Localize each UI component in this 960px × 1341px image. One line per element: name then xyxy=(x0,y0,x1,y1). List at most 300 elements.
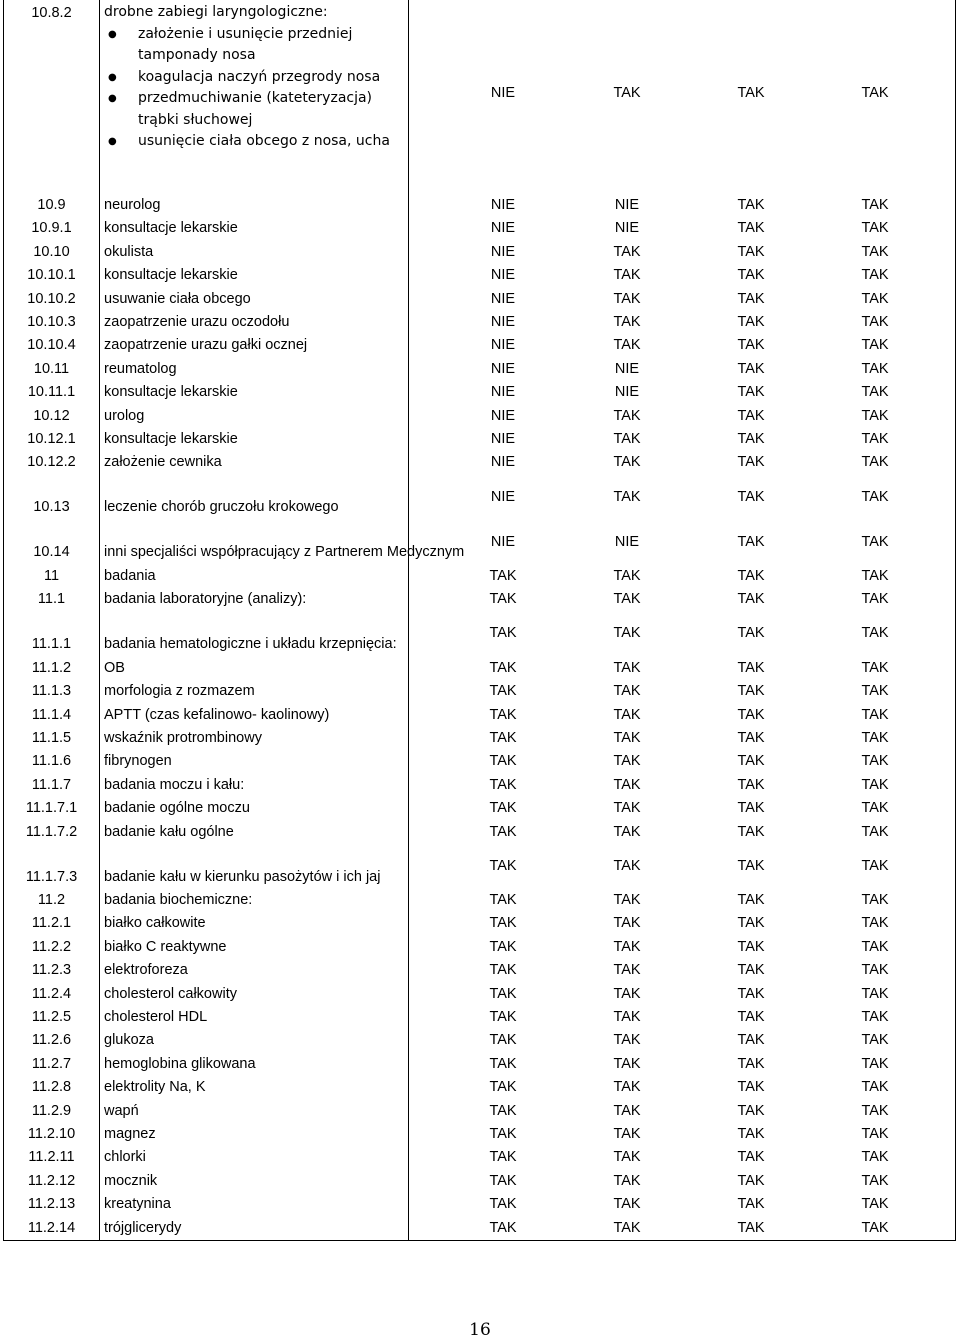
value-cell: TAK xyxy=(613,625,641,642)
value-cell: TAK xyxy=(489,729,517,746)
row-name: badania biochemiczne: xyxy=(100,889,409,912)
value-cell: TAK xyxy=(613,1102,641,1119)
value-cell: TAK xyxy=(737,985,765,1002)
table-row xyxy=(4,1029,956,1052)
table-row xyxy=(4,1100,956,1123)
table-row xyxy=(4,959,956,982)
table-row xyxy=(4,405,956,428)
value-cell: TAK xyxy=(861,1055,889,1072)
value-cell: TAK xyxy=(737,1008,765,1025)
row-values xyxy=(409,912,956,935)
table-row xyxy=(4,428,956,451)
row-name: elektroforeza xyxy=(100,959,409,982)
row-values xyxy=(409,1217,956,1241)
value-cell: TAK xyxy=(737,1196,765,1213)
row-values xyxy=(409,1006,956,1029)
value-cell: TAK xyxy=(613,729,641,746)
row-name: elektrolity Na, K xyxy=(100,1076,409,1099)
value-cell: TAK xyxy=(737,337,765,354)
value-cell: TAK xyxy=(737,891,765,908)
value-cell: TAK xyxy=(489,706,517,723)
row-code: 11.2.6 xyxy=(4,1029,100,1052)
row-code: 11.1.4 xyxy=(4,704,100,727)
row-values xyxy=(409,334,956,357)
value-cell: NIE xyxy=(490,384,516,401)
value-cell: TAK xyxy=(489,1079,517,1096)
value-cell: NIE xyxy=(490,360,516,377)
value-cell: TAK xyxy=(613,1079,641,1096)
value-cell: TAK xyxy=(737,800,765,817)
row-values xyxy=(409,194,956,217)
value-cell: TAK xyxy=(613,407,641,424)
row-values xyxy=(409,612,956,657)
value-cell: TAK xyxy=(861,915,889,932)
row-name: badania moczu i kału: xyxy=(100,774,409,797)
row-code: 11.1.7.1 xyxy=(4,797,100,820)
value-cell: TAK xyxy=(861,1079,889,1096)
row-code: 11.2.8 xyxy=(4,1076,100,1099)
value-cell: NIE xyxy=(490,267,516,284)
value-cell: TAK xyxy=(613,800,641,817)
row-values xyxy=(409,451,956,474)
value-cell: TAK xyxy=(861,891,889,908)
table-row xyxy=(4,358,956,381)
row-values xyxy=(409,936,956,959)
table-row xyxy=(4,520,956,565)
row-values xyxy=(409,680,956,703)
row-name: inni specjaliści współpracujący z Partnerem Medycznym xyxy=(100,520,409,565)
value-cell: NIE xyxy=(614,197,640,213)
value-cell: TAK xyxy=(737,431,765,448)
row-name: reumatolog xyxy=(100,358,409,381)
row-name: zaopatrzenie urazu gałki ocznej xyxy=(100,334,409,357)
value-cell: TAK xyxy=(489,591,517,608)
value-cell: TAK xyxy=(489,776,517,793)
value-cell: TAK xyxy=(613,891,641,908)
list-item: ● założenie i usunięcie przedniej tamponady nosa xyxy=(138,24,404,67)
page-number: 16 xyxy=(469,1320,491,1340)
row-values xyxy=(409,774,956,797)
value-cell: TAK xyxy=(489,915,517,932)
value-cell: TAK xyxy=(489,567,517,584)
value-cell: TAK xyxy=(861,1219,889,1236)
row-values xyxy=(409,889,956,912)
value-cell: TAK xyxy=(861,85,889,102)
row-name: założenie cewnika xyxy=(100,451,409,474)
value-cell: TAK xyxy=(489,938,517,955)
value-cell: TAK xyxy=(861,360,889,377)
table-row xyxy=(4,936,956,959)
row-values xyxy=(409,264,956,287)
value-cell: TAK xyxy=(613,1032,641,1049)
row-code: 11.2.11 xyxy=(4,1146,100,1169)
value-cell: TAK xyxy=(737,753,765,770)
value-cell: TAK xyxy=(613,659,641,676)
value-cell: NIE xyxy=(490,454,516,471)
value-cell: TAK xyxy=(861,454,889,471)
value-cell: TAK xyxy=(861,1032,889,1049)
value-cell: TAK xyxy=(489,1172,517,1189)
value-cell: TAK xyxy=(613,1149,641,1166)
row-code: 10.10.1 xyxy=(4,264,100,287)
value-cell: TAK xyxy=(737,1149,765,1166)
value-cell: TAK xyxy=(737,706,765,723)
row-name: OB xyxy=(100,657,409,680)
value-cell: TAK xyxy=(737,729,765,746)
table-row xyxy=(4,451,956,474)
value-cell: TAK xyxy=(861,659,889,676)
value-cell: TAK xyxy=(613,1055,641,1072)
value-cell: TAK xyxy=(861,384,889,401)
row-name: konsultacje lekarskie xyxy=(100,428,409,451)
value-cell: TAK xyxy=(613,857,641,874)
table-row xyxy=(4,334,956,357)
value-cell: NIE xyxy=(490,431,516,448)
row-code: 11.1.7 xyxy=(4,774,100,797)
row-values xyxy=(409,1076,956,1099)
row-values xyxy=(409,1053,956,1076)
value-cell: NIE xyxy=(490,314,516,331)
value-cell: TAK xyxy=(737,360,765,377)
row-code: 11.1.7.2 xyxy=(4,821,100,844)
row-name: białko całkowite xyxy=(100,912,409,935)
value-cell: TAK xyxy=(737,454,765,471)
value-cell: TAK xyxy=(737,243,765,260)
row-name: zaopatrzenie urazu oczodołu xyxy=(100,311,409,334)
value-cell: TAK xyxy=(489,823,517,840)
value-cell: TAK xyxy=(613,591,641,608)
value-cell: TAK xyxy=(861,800,889,817)
value-cell: TAK xyxy=(737,683,765,700)
value-cell: TAK xyxy=(489,1055,517,1072)
value-cell: TAK xyxy=(613,706,641,723)
row-code: 10.10.2 xyxy=(4,288,100,311)
table-row xyxy=(4,475,956,520)
value-cell: TAK xyxy=(489,800,517,817)
row-code: 10.9.1 xyxy=(4,217,100,240)
value-cell: NIE xyxy=(490,85,516,102)
table-row xyxy=(4,1217,956,1241)
row-name: glukoza xyxy=(100,1029,409,1052)
table-row xyxy=(4,311,956,334)
row-code: 10.12.1 xyxy=(4,428,100,451)
value-cell: TAK xyxy=(861,1196,889,1213)
row-code: 11 xyxy=(4,565,100,588)
table-row xyxy=(4,612,956,657)
row-name: okulista xyxy=(100,241,409,264)
value-cell: TAK xyxy=(737,1102,765,1119)
row-name: wskaźnik protrombinowy xyxy=(100,727,409,750)
value-cell: TAK xyxy=(737,407,765,424)
table-row xyxy=(4,750,956,773)
row-code: 10.10 xyxy=(4,241,100,264)
value-cell: TAK xyxy=(861,985,889,1002)
row-name: usuwanie ciała obcego xyxy=(100,288,409,311)
row-name xyxy=(100,0,409,194)
services-table-body xyxy=(4,0,956,1241)
value-cell: TAK xyxy=(613,314,641,331)
row-code: 11.2.13 xyxy=(4,1193,100,1216)
value-cell: TAK xyxy=(489,985,517,1002)
value-cell: TAK xyxy=(737,857,765,874)
value-cell: TAK xyxy=(737,290,765,307)
value-cell: NIE xyxy=(490,220,516,237)
table-row xyxy=(4,1170,956,1193)
value-cell: NIE xyxy=(490,243,516,260)
row-code: 11.2.3 xyxy=(4,959,100,982)
value-cell: TAK xyxy=(737,823,765,840)
value-cell: TAK xyxy=(861,431,889,448)
row-values xyxy=(409,405,956,428)
value-cell: TAK xyxy=(737,591,765,608)
row-values xyxy=(409,750,956,773)
row-name: badania hematologiczne i układu krzepnięcia: xyxy=(100,612,409,657)
value-cell: TAK xyxy=(613,85,641,102)
row-name: badanie kału w kierunku pasożytów i ich jaj xyxy=(100,844,409,889)
value-cell: TAK xyxy=(861,488,889,505)
row-name: leczenie chorób gruczołu krokowego xyxy=(100,475,409,520)
row-code: 11.2.4 xyxy=(4,983,100,1006)
row-name: trójglicerydy xyxy=(100,1217,409,1241)
row-values xyxy=(409,381,956,404)
row-values xyxy=(409,797,956,820)
row-code: 11.2.10 xyxy=(4,1123,100,1146)
row-name: hemoglobina glikowana xyxy=(100,1053,409,1076)
table-row xyxy=(4,680,956,703)
value-cell: TAK xyxy=(613,454,641,471)
value-cell: TAK xyxy=(737,938,765,955)
row-values xyxy=(409,520,956,565)
value-cell: TAK xyxy=(613,823,641,840)
value-cell: TAK xyxy=(613,962,641,979)
row-code: 10.14 xyxy=(4,520,100,565)
value-cell: TAK xyxy=(613,488,641,505)
row-name: neurolog xyxy=(100,194,409,217)
value-cell: TAK xyxy=(861,625,889,642)
value-cell: TAK xyxy=(613,1196,641,1213)
value-cell: TAK xyxy=(861,314,889,331)
value-cell: TAK xyxy=(489,857,517,874)
row-code: 10.10.3 xyxy=(4,311,100,334)
value-cell: TAK xyxy=(861,857,889,874)
value-cell: TAK xyxy=(861,683,889,700)
row-name: urolog xyxy=(100,405,409,428)
value-cell: TAK xyxy=(613,337,641,354)
row-name: konsultacje lekarskie xyxy=(100,381,409,404)
table-row xyxy=(4,1053,956,1076)
value-cell: TAK xyxy=(861,1172,889,1189)
row-name: mocznik xyxy=(100,1170,409,1193)
table-row xyxy=(4,288,956,311)
value-cell: NIE xyxy=(490,407,516,424)
row-name: fibrynogen xyxy=(100,750,409,773)
value-cell: TAK xyxy=(737,488,765,505)
value-cell: TAK xyxy=(737,915,765,932)
row-code: 11.2.7 xyxy=(4,1053,100,1076)
value-cell: TAK xyxy=(613,1126,641,1142)
row-values xyxy=(409,704,956,727)
value-cell: TAK xyxy=(489,1102,517,1119)
row-code: 10.11.1 xyxy=(4,381,100,404)
table-row xyxy=(4,1146,956,1169)
value-cell: TAK xyxy=(737,1032,765,1049)
row-name: wapń xyxy=(100,1100,409,1123)
list-item: ● koagulacja naczyń przegrody nosa xyxy=(138,67,404,89)
row-code: 10.10.4 xyxy=(4,334,100,357)
table-row xyxy=(4,588,956,611)
value-cell: TAK xyxy=(737,267,765,284)
row-name: APTT (czas kefalinowo- kaolinowy) xyxy=(100,704,409,727)
value-cell: TAK xyxy=(613,683,641,700)
value-cell: TAK xyxy=(613,290,641,307)
value-cell: TAK xyxy=(613,915,641,932)
table-row xyxy=(4,889,956,912)
row-code: 11.2.2 xyxy=(4,936,100,959)
bullet-list xyxy=(104,24,404,153)
value-cell: NIE xyxy=(490,533,516,550)
value-cell: TAK xyxy=(737,533,765,550)
row-name: kreatynina xyxy=(100,1193,409,1216)
row-values xyxy=(409,821,956,844)
value-cell: TAK xyxy=(613,567,641,584)
table-row xyxy=(4,797,956,820)
value-cell: TAK xyxy=(489,1219,517,1236)
row-name: badania xyxy=(100,565,409,588)
table-row xyxy=(4,1006,956,1029)
table-row xyxy=(4,912,956,935)
value-cell: TAK xyxy=(861,706,889,723)
row-name: konsultacje lekarskie xyxy=(100,217,409,240)
value-cell: TAK xyxy=(489,753,517,770)
table-row xyxy=(4,194,956,217)
row-values xyxy=(409,1170,956,1193)
row-values xyxy=(409,1123,956,1146)
row-name: badania laboratoryjne (analizy): xyxy=(100,588,409,611)
row-values xyxy=(409,428,956,451)
value-cell: NIE xyxy=(490,290,516,307)
value-cell: TAK xyxy=(737,1219,765,1236)
value-cell: TAK xyxy=(489,659,517,676)
table-row xyxy=(4,1076,956,1099)
value-cell: TAK xyxy=(737,1172,765,1189)
row-values xyxy=(409,1100,956,1123)
row-code: 10.8.2 xyxy=(4,0,100,194)
value-cell: TAK xyxy=(489,1008,517,1025)
row-values xyxy=(409,288,956,311)
value-cell: TAK xyxy=(737,85,765,102)
value-cell: TAK xyxy=(861,533,889,550)
row-values xyxy=(409,241,956,264)
value-cell: NIE xyxy=(614,533,640,550)
value-cell: NIE xyxy=(490,197,516,213)
row-values xyxy=(409,588,956,611)
value-cell: TAK xyxy=(737,384,765,401)
row-name: konsultacje lekarskie xyxy=(100,264,409,287)
value-cell: TAK xyxy=(861,591,889,608)
row-name: badanie ogólne moczu xyxy=(100,797,409,820)
value-cell: TAK xyxy=(861,567,889,584)
row-values xyxy=(409,1029,956,1052)
row-code: 11.2.12 xyxy=(4,1170,100,1193)
row-values xyxy=(409,844,956,889)
row-values xyxy=(409,217,956,240)
value-cell: TAK xyxy=(737,1079,765,1096)
value-cell: TAK xyxy=(613,1008,641,1025)
list-item: ● przedmuchiwanie (kateteryzacja) trąbki słuchowej xyxy=(138,88,404,131)
row-code: 10.13 xyxy=(4,475,100,520)
value-cell: TAK xyxy=(613,776,641,793)
row-code: 10.11 xyxy=(4,358,100,381)
value-cell: TAK xyxy=(737,962,765,979)
table-row xyxy=(4,704,956,727)
value-cell: TAK xyxy=(861,753,889,770)
value-cell: TAK xyxy=(489,1149,517,1166)
value-cell: TAK xyxy=(613,938,641,955)
value-cell: TAK xyxy=(613,243,641,260)
row-values xyxy=(409,0,956,194)
value-cell: TAK xyxy=(861,243,889,260)
row-values xyxy=(409,959,956,982)
row-values xyxy=(409,358,956,381)
value-cell: TAK xyxy=(861,1126,889,1142)
value-cell: TAK xyxy=(613,753,641,770)
row-name: białko C reaktywne xyxy=(100,936,409,959)
table-row xyxy=(4,241,956,264)
value-cell: TAK xyxy=(737,220,765,237)
value-cell: TAK xyxy=(489,1032,517,1049)
value-cell: TAK xyxy=(737,567,765,584)
row-code: 11.1 xyxy=(4,588,100,611)
list-item: ● usunięcie ciała obcego z nosa, ucha xyxy=(138,131,404,153)
table-row xyxy=(4,774,956,797)
table-row xyxy=(4,844,956,889)
row-code: 11.2 xyxy=(4,889,100,912)
value-cell: TAK xyxy=(737,314,765,331)
row-code: 10.12 xyxy=(4,405,100,428)
table-row xyxy=(4,983,956,1006)
value-cell: TAK xyxy=(737,776,765,793)
value-cell: TAK xyxy=(489,1196,517,1213)
row-code: 11.1.7.3 xyxy=(4,844,100,889)
table-row xyxy=(4,565,956,588)
services-table xyxy=(3,0,956,1241)
value-cell: TAK xyxy=(737,659,765,676)
row-code: 11.1.3 xyxy=(4,680,100,703)
row-code: 10.12.2 xyxy=(4,451,100,474)
table-row xyxy=(4,0,956,194)
row-values xyxy=(409,475,956,520)
row-values xyxy=(409,983,956,1006)
row-values xyxy=(409,311,956,334)
value-cell: TAK xyxy=(861,290,889,307)
value-cell: NIE xyxy=(614,384,640,401)
value-cell: NIE xyxy=(614,360,640,377)
row-values xyxy=(409,1193,956,1216)
value-cell: TAK xyxy=(861,407,889,424)
row-name: cholesterol całkowity xyxy=(100,983,409,1006)
value-cell: TAK xyxy=(861,1008,889,1025)
value-cell: TAK xyxy=(861,938,889,955)
value-cell: TAK xyxy=(861,776,889,793)
row-code: 11.1.1 xyxy=(4,612,100,657)
table-row xyxy=(4,1123,956,1146)
row-code: 11.1.5 xyxy=(4,727,100,750)
value-cell: TAK xyxy=(861,1102,889,1119)
value-cell: TAK xyxy=(861,337,889,354)
row-values xyxy=(409,657,956,680)
value-cell: TAK xyxy=(613,267,641,284)
table-row xyxy=(4,381,956,404)
